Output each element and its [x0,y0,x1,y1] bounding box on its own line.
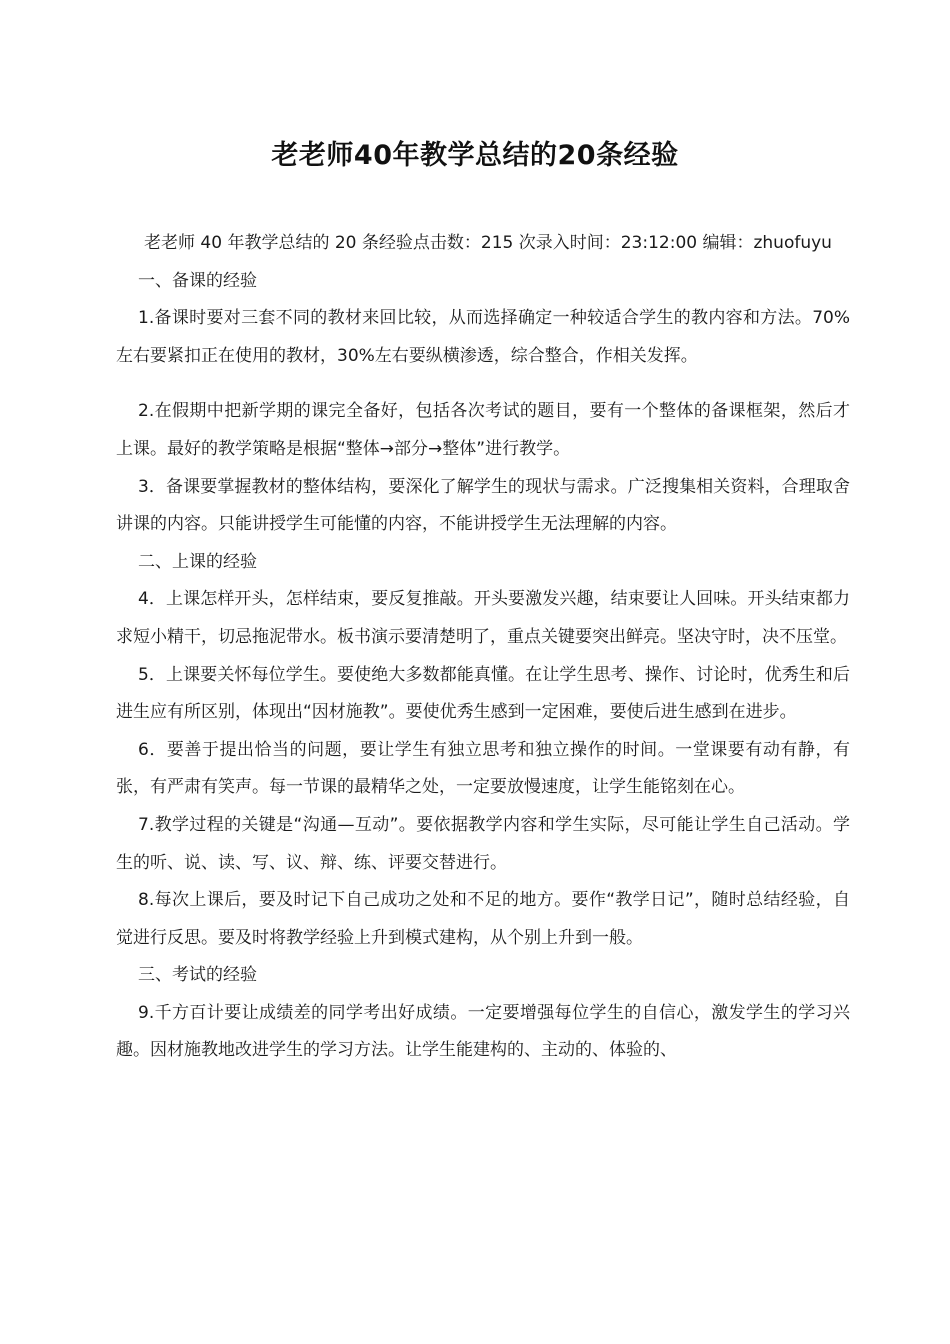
list-item: 3．备课要掌握教材的整体结构，要深化了解学生的现状与需求。广泛搜集相关资料，合理取舍讲课的内容。只能讲授学生可能懂的内容，不能讲授学生无法理解的内容。 [116,476,850,535]
list-item: 2.在假期中把新学期的课完全备好，包括各次考试的题目，要有一个整体的备课框架，然后才上课。最好的教学策略是根据“整体→部分→整体”进行教学。 [116,401,850,459]
section-heading: 三、考试的经验 [138,965,257,986]
section-exams [116,957,850,1070]
list-item: 6．要善于提出恰当的问题，要让学生有独立思考和独立操作的时间。一堂课要有动有静，有张，有严肃有笑声。每一节课的最精华之处，一定要放慢速度，让学生能铭刻在心。 [116,739,850,798]
section-heading: 二、上课的经验 [138,551,257,572]
section-heading: 一、备课的经验 [138,270,257,291]
document-title: 老老师40年教学总结的20条经验 [271,140,679,171]
document-meta: 老老师 40 年教学总结的 20 条经验点击数：215 次录入时间：23:12:00 编辑：zhuofuyu [144,233,832,253]
section-lesson-prep [116,263,850,544]
list-item: 7.教学过程的关键是“沟通—互动”。要依据教学内容和学生实际，尽可能让学生自己活动。学生的听、说、读、写、议、辩、练、评要交替进行。 [116,814,850,873]
list-item: 1.备课时要对三套不同的教材来回比较，从而选择确定一种较适合学生的教内容和方法。70%左右要紧扣正在使用的教材，30%左右要纵横渗透，综合整合，作相关发挥。 [116,308,850,366]
list-item: 8.每次上课后，要及时记下自己成功之处和不足的地方。要作“教学日记”，随时总结经验，自觉进行反思。要及时将教学经验上升到模式建构，从个别上升到一般。 [116,890,850,948]
document-body [116,225,850,1070]
section-teaching [116,544,850,958]
list-item: 9.千方百计要让成绩差的同学考出好成绩。一定要增强每位学生的自信心，激发学生的学习兴趣。因材施教地改进学生的学习方法。让学生能建构的、主动的、体验的、 [116,1002,850,1061]
list-item: 5．上课要关怀每位学生。要使绝大多数都能真懂。在让学生思考、操作、讨论时，优秀生和后进生应有所区别，体现出“因材施教”。要使优秀生感到一定困难，要使后进生感到在进步。 [116,664,850,723]
paragraph-gap [116,375,850,393]
list-item: 4．上课怎样开头，怎样结束，要反复推敲。开头要激发兴趣，结束要让人回味。开头结束都力求短小精干，切忌拖泥带水。板书演示要清楚明了，重点关键要突出鲜亮。坚决守时，决不压堂。 [116,589,850,647]
